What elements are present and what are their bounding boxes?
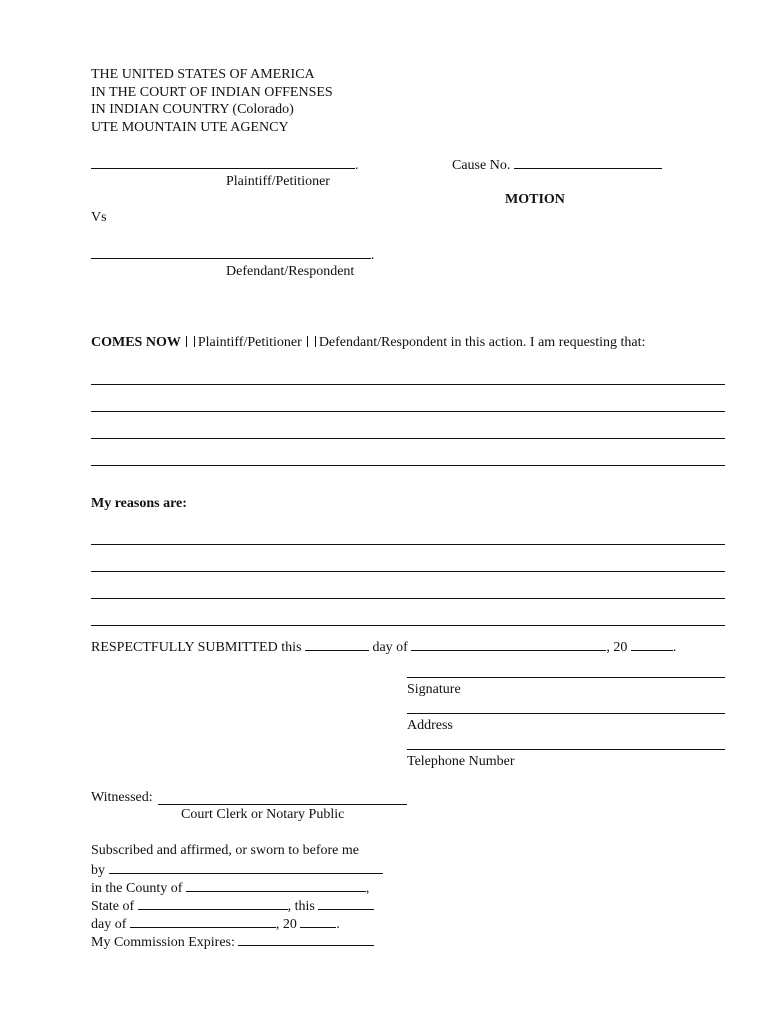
submission-day-of-label: day of: [372, 640, 408, 655]
notary-by-label: by: [91, 863, 105, 878]
notary-by-line: [91, 860, 383, 880]
notary-year-label: , 20: [275, 917, 297, 932]
notary-subscribed-line: Subscribed and affirmed, or sworn to before me: [91, 843, 359, 858]
reasons-line-2[interactable]: [91, 571, 725, 572]
request-line-4[interactable]: [91, 465, 725, 466]
notary-state-line: [91, 896, 374, 916]
notary-day-field[interactable]: [130, 914, 276, 928]
notary-year-field[interactable]: [300, 914, 336, 928]
plaintiff-name-field[interactable]: .: [91, 155, 359, 175]
defendant-option-label: Defendant/Respondent: [318, 335, 448, 350]
submission-day-field[interactable]: [305, 637, 369, 651]
notary-commission-label: My Commission Expires:: [91, 935, 235, 950]
court-header-line-1: THE UNITED STATES OF AMERICA: [91, 67, 315, 82]
notary-commission-line: [91, 932, 374, 952]
notary-county-label: in the County of: [91, 881, 183, 896]
court-header-line-2: IN THE COURT OF INDIAN OFFENSES: [91, 85, 333, 100]
reasons-line-3[interactable]: [91, 598, 725, 599]
request-line-3[interactable]: [91, 438, 725, 439]
plaintiff-label: Plaintiff/Petitioner: [226, 174, 330, 189]
notary-county-field[interactable]: [186, 878, 366, 892]
plaintiff-checkbox[interactable]: [186, 336, 195, 347]
submission-date-line: [91, 637, 676, 657]
defendant-checkbox[interactable]: [307, 336, 316, 347]
notary-state-field[interactable]: [138, 896, 288, 910]
respectfully-submitted-label: RESPECTFULLY SUBMITTED this: [91, 640, 302, 655]
telephone-line[interactable]: [407, 749, 725, 750]
telephone-label: Telephone Number: [407, 754, 515, 769]
notary-this-field[interactable]: [318, 896, 374, 910]
request-text: in this action. I am requesting that:: [450, 335, 646, 350]
submission-month-field[interactable]: [411, 637, 606, 651]
court-header-line-3: IN INDIAN COUNTRY (Colorado): [91, 102, 294, 117]
notary-by-field[interactable]: [109, 860, 383, 874]
court-header-line-4: UTE MOUNTAIN UTE AGENCY: [91, 120, 289, 135]
cause-number-field[interactable]: [514, 155, 662, 169]
address-line[interactable]: [407, 713, 725, 714]
motion-title: MOTION: [505, 192, 565, 207]
address-label: Address: [407, 718, 453, 733]
cause-number-label: Cause No.: [452, 158, 511, 173]
notary-this-label: , this: [287, 899, 315, 914]
submission-end-period: .: [672, 640, 677, 655]
submission-year-field[interactable]: [631, 637, 673, 651]
signature-label: Signature: [407, 682, 461, 697]
defendant-name-field[interactable]: .: [91, 245, 375, 265]
notary-day-of-label: day of: [91, 917, 127, 932]
notary-county-line: in the County of ,: [91, 878, 369, 898]
comes-now-label: COMES NOW: [91, 335, 181, 350]
reasons-line-4[interactable]: [91, 625, 725, 626]
request-line-2[interactable]: [91, 411, 725, 412]
cause-number: [452, 155, 662, 175]
clerk-label: Court Clerk or Notary Public: [181, 807, 345, 822]
notary-state-label: State of: [91, 899, 135, 914]
plaintiff-option-label: Plaintiff/Petitioner: [197, 335, 302, 350]
reasons-line-1[interactable]: [91, 544, 725, 545]
versus-label: Vs: [91, 210, 107, 225]
comes-now-statement: [91, 334, 645, 352]
notary-day-line: day of , 20 .: [91, 914, 340, 934]
reasons-label: My reasons are:: [91, 496, 187, 511]
witness-signature-line[interactable]: [158, 804, 407, 805]
request-line-1[interactable]: [91, 384, 725, 385]
notary-commission-field[interactable]: [238, 932, 374, 946]
defendant-label: Defendant/Respondent: [226, 264, 355, 279]
submission-year-prefix: , 20: [606, 640, 628, 655]
witnessed-label: Witnessed:: [91, 790, 153, 805]
signature-line[interactable]: [407, 677, 725, 678]
